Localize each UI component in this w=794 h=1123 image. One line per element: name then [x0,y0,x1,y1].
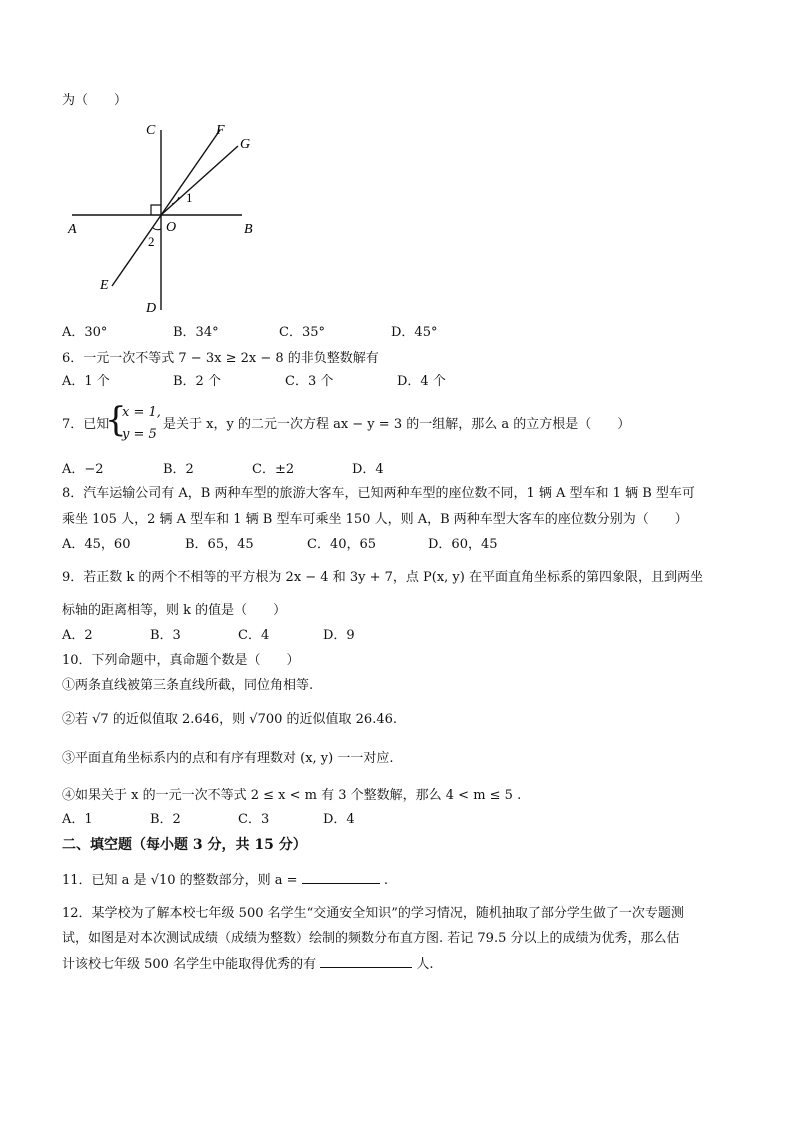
q10-option-b: B．2 [150,812,181,827]
q9-line-2: 标轴的距离相等，则 k 的值是（ ） [62,603,287,618]
label-e: E [100,278,109,293]
q9-line-1: 9．若正数 k 的两个不相等的平方根为 2x − 4 和 3y + 7，点 P(x, y) 在平面直角坐标系的第四象限，且到两坐 [62,570,703,585]
label-o: O [166,220,177,235]
q7-option-a: A．−2 [62,462,104,477]
q7-option-d: D．4 [352,462,384,477]
q11-text: 11．已知 a 是 √10 的整数部分，则 a = [62,873,298,888]
q10-option-a: A．1 [62,812,93,827]
q5-stem-end: 为（ ） [62,93,128,108]
q12-line-3 [62,955,434,974]
q6-option-b: B．2 个 [173,374,221,389]
q5-option-c: C．35° [279,325,325,340]
q6-option-c: C．3 个 [285,374,334,389]
q6-option-d: D．4 个 [397,374,446,389]
q10-statement-2: ②若 √7 的近似值取 2.646，则 √700 的近似值取 26.46. [62,712,398,727]
label-a: A [68,222,77,237]
q7-option-c: C．±2 [252,462,295,477]
q6-option-a: A．1 个 [62,374,110,389]
q9-option-d: D．9 [323,628,355,643]
q9-option-b: B．3 [150,628,181,643]
q12-text-end: 人. [416,957,434,972]
q11-line [62,871,388,890]
q10-statement-4: ④如果关于 x 的一元一次不等式 2 ≤ x < m 有 3 个整数解，那么 4 < m ≤ 5 . [62,788,522,803]
q8-option-a: A．45，60 [62,537,131,552]
label-g: G [240,137,251,152]
q7-suffix: 是关于 x，y 的二元一次方程 ax − y = 3 的一组解，那么 a 的立方根是（ ） [163,417,631,432]
label-f: F [216,123,225,138]
q10-option-c: C．3 [238,812,270,827]
right-angle-mark [151,205,161,215]
q11-period: . [383,873,388,888]
label-b: B [244,222,253,237]
q10-statement-1: ①两条直线被第三条直线所截，同位角相等. [62,678,314,693]
q8-line-1: 8．汽车运输公司有 A，B 两种车型的旅游大客车，已知两种车型的座位数不同，1 辆 A 型车和 1 辆 B 型车可 [62,486,695,501]
q11-answer-blank[interactable] [302,871,380,884]
line-ef [112,130,220,286]
q8-line-2: 乘坐 105 人，2 辆 A 型车和 1 辆 B 型车可乘坐 150 人，则 A，B 两种车型大客车的座位数分别为（ ） [62,512,688,527]
q9-option-c: C．4 [238,628,270,643]
label-1: 1 [186,190,193,205]
q8-option-b: B．65，45 [185,537,254,552]
label-d: D [146,301,157,316]
q12-line-2: 试，如图是对本次测试成绩（成绩为整数）绘制的频数分布直方图. 若记 79.5 分以上的成绩为优秀，那么估 [62,931,680,946]
q10-option-d: D．4 [323,812,355,827]
q8-option-c: C．40，65 [307,537,377,552]
q10-stem: 10．下列命题中，真命题个数是（ ） [62,653,300,668]
q6-stem: 6．一元一次不等式 7 − 3x ≥ 2x − 8 的非负整数解有 [62,351,379,366]
q7-brace: { [105,400,127,440]
q7-system-top: x = 1, [122,405,161,420]
q12-text: 计该校七年级 500 名学生中能取得优秀的有 [62,957,317,972]
q5-figure [60,118,280,318]
label-2: 2 [148,234,155,249]
q5-option-b: B．34° [173,325,219,340]
q7-system-bottom: y = 5 [122,427,157,442]
q5-option-a: A．30° [62,325,108,340]
q12-line-1: 12．某学校为了解本校七年级 500 名学生“交通安全知识”的学习情况，随机抽取了部分学生做了一次专题测 [62,906,684,921]
q8-option-d: D．60，45 [428,537,498,552]
q5-option-d: D．45° [391,325,438,340]
label-c: C [146,123,156,138]
section-2-heading: 二、填空题（每小题 3 分，共 15 分） [62,837,307,853]
q12-answer-blank[interactable] [320,955,412,968]
ray-og [161,146,238,215]
q7-prefix: 7．已知 [62,417,110,432]
q7-option-b: B．2 [163,462,194,477]
q9-option-a: A．2 [62,628,93,643]
q10-statement-3: ③平面直角坐标系内的点和有序有理数对 (x, y) 一一对应. [62,751,394,766]
angle-2-arc [153,228,161,230]
